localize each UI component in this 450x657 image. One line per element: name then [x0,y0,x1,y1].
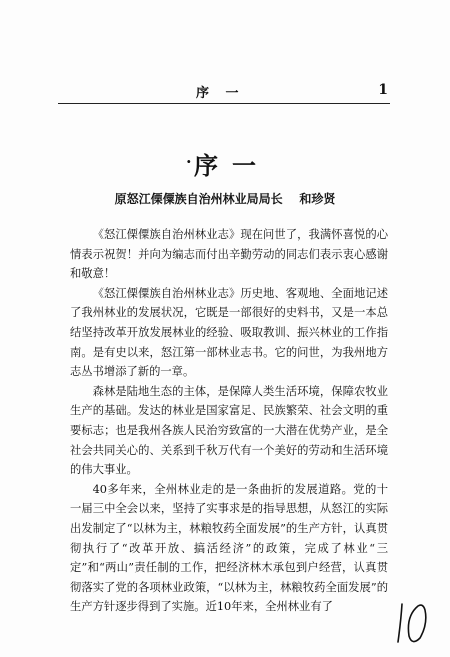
title-decoration-dot: · [186,152,192,171]
running-header-title: 序 一 [196,86,245,101]
paragraph: 《怒江傈僳族自治州林业志》历史地、客观地、全面地记述了我州林业的发展状况，它既是一部很好的史料书，又是一本总结坚持改革开放发展林业的经验、吸取教训、振兴林业的工作指南。是有史以来，怒江第一部林业志书。它的问世，为我州地方志丛书增添了新的一章。 [70,286,388,379]
handwritten-digit-one [398,604,402,642]
paragraph: 《怒江傈僳族自治州林业志》现在问世了，我满怀喜悦的心情表示祝贺！并向为编志而付出辛勤劳动的同志们表示衷心感谢和敬意！ [70,228,388,281]
author-byline: 原怒江傈僳族自治州林业局局长 和珍贤 [114,192,336,206]
running-header [58,82,388,102]
chapter-title: 序一 [194,152,270,180]
page-number: 1 [378,82,388,98]
paragraph: 森林是陆地生态的主体，是保障人类生活环境，保障农牧业生产的基础。发达的林业是国家富足、民族繁荣、社会文明的重要标志；也是我州各族人民治穷致富的一大潜在优势产业，是全社会共同关心的、关系到千秋万代有一个美好的劳动和生活环境的伟大事业。 [70,384,388,477]
body-text [70,225,388,617]
paragraph: 40多年来，全州林业走的是一条曲折的发展道路。党的十一届三中全会以来，坚持了实事求是的指导思想，从怒江的实际出发制定了“以林为主，林粮牧药全面发展”的生产方针，认真贯彻执行了“改革开放、搞活经济”的政策，完成了林业“三定”和“两山”责任制的工作，把经济林木承包到户经营，认真贯彻落实了党的各项林业政策，“以林为主，林粮牧药全面发展”的生产方针逐步得到了实施。近10年来，全州林业有了 [70,482,388,614]
header-rule [58,103,390,104]
handwritten-page-mark [392,598,432,648]
handwritten-digit-zero [408,605,425,641]
